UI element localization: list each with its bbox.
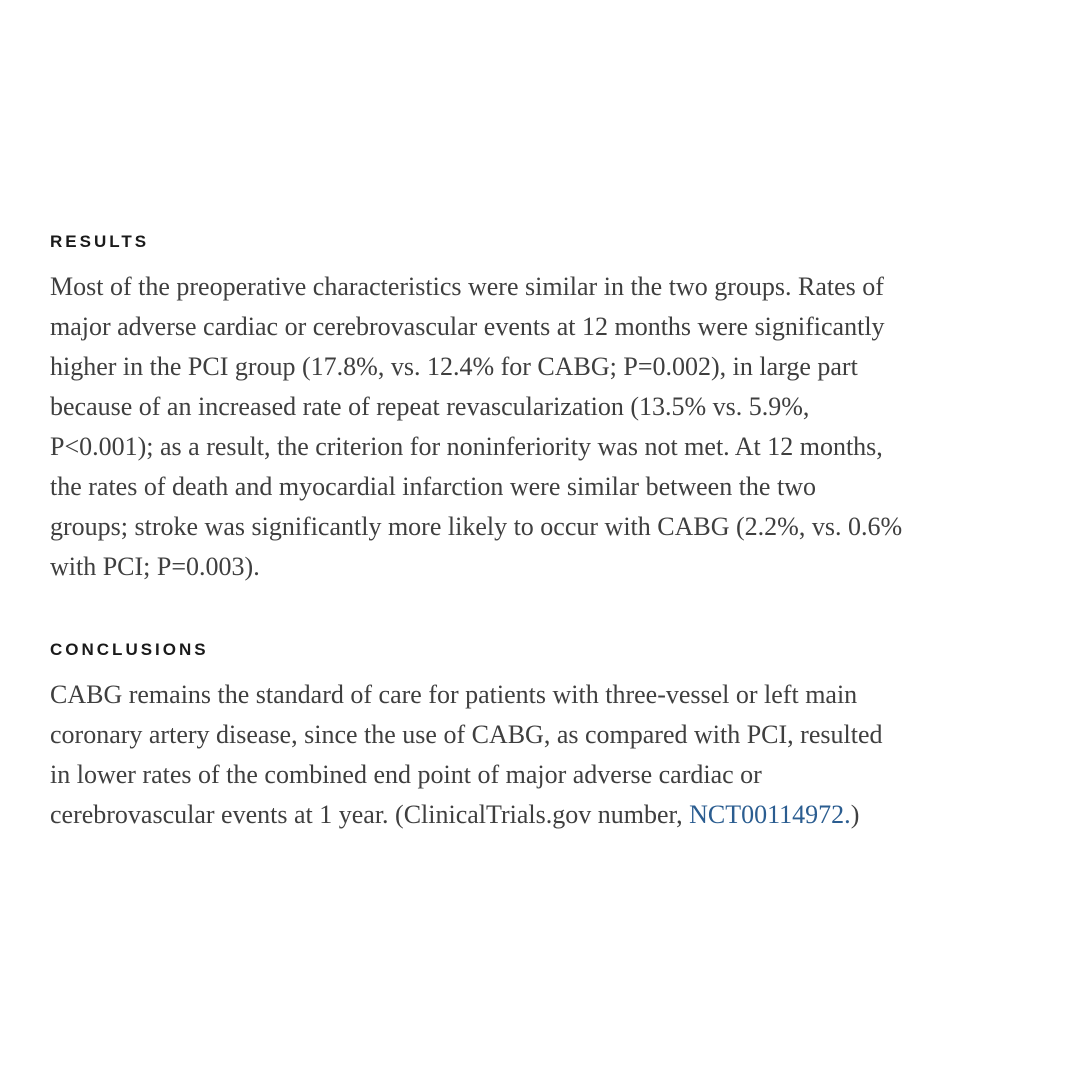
results-line: major adverse cardiac or cerebrovascular events at 12 months were significantly	[50, 312, 885, 341]
results-section	[50, 231, 1030, 587]
closing-paren: )	[850, 800, 860, 829]
clinicaltrials-registry-link[interactable]: NCT00114972.	[689, 800, 851, 829]
results-line: with PCI; P=0.003).	[50, 552, 260, 581]
conclusions-line: CABG remains the standard of care for patients with three-vessel or left main	[50, 680, 858, 709]
conclusions-last-line-text: cerebrovascular events at 1 year. (ClinicalTrials.gov number,	[50, 800, 690, 829]
conclusions-last-line	[50, 795, 1030, 835]
results-line: the rates of death and myocardial infarction were similar between the two	[50, 472, 816, 501]
conclusions-line: in lower rates of the combined end point of major adverse cardiac or	[50, 760, 762, 789]
results-line: P<0.001); as a result, the criterion for noninferiority was not met. At 12 months,	[50, 432, 883, 461]
results-heading: RESULTS	[50, 232, 150, 251]
abstract-content	[50, 231, 1030, 835]
conclusions-line: coronary artery disease, since the use of CABG, as compared with PCI, resulted	[50, 720, 883, 749]
conclusions-section	[50, 639, 1030, 835]
results-paragraph	[50, 267, 1030, 587]
results-line: groups; stroke was significantly more likely to occur with CABG (2.2%, vs. 0.6%	[50, 512, 903, 541]
results-line: Most of the preoperative characteristics were similar in the two groups. Rates of	[50, 272, 884, 301]
results-line: because of an increased rate of repeat revascularization (13.5% vs. 5.9%,	[50, 392, 810, 421]
conclusions-heading: CONCLUSIONS	[50, 640, 209, 659]
results-line: higher in the PCI group (17.8%, vs. 12.4% for CABG; P=0.002), in large part	[50, 352, 858, 381]
conclusions-paragraph	[50, 675, 1030, 835]
